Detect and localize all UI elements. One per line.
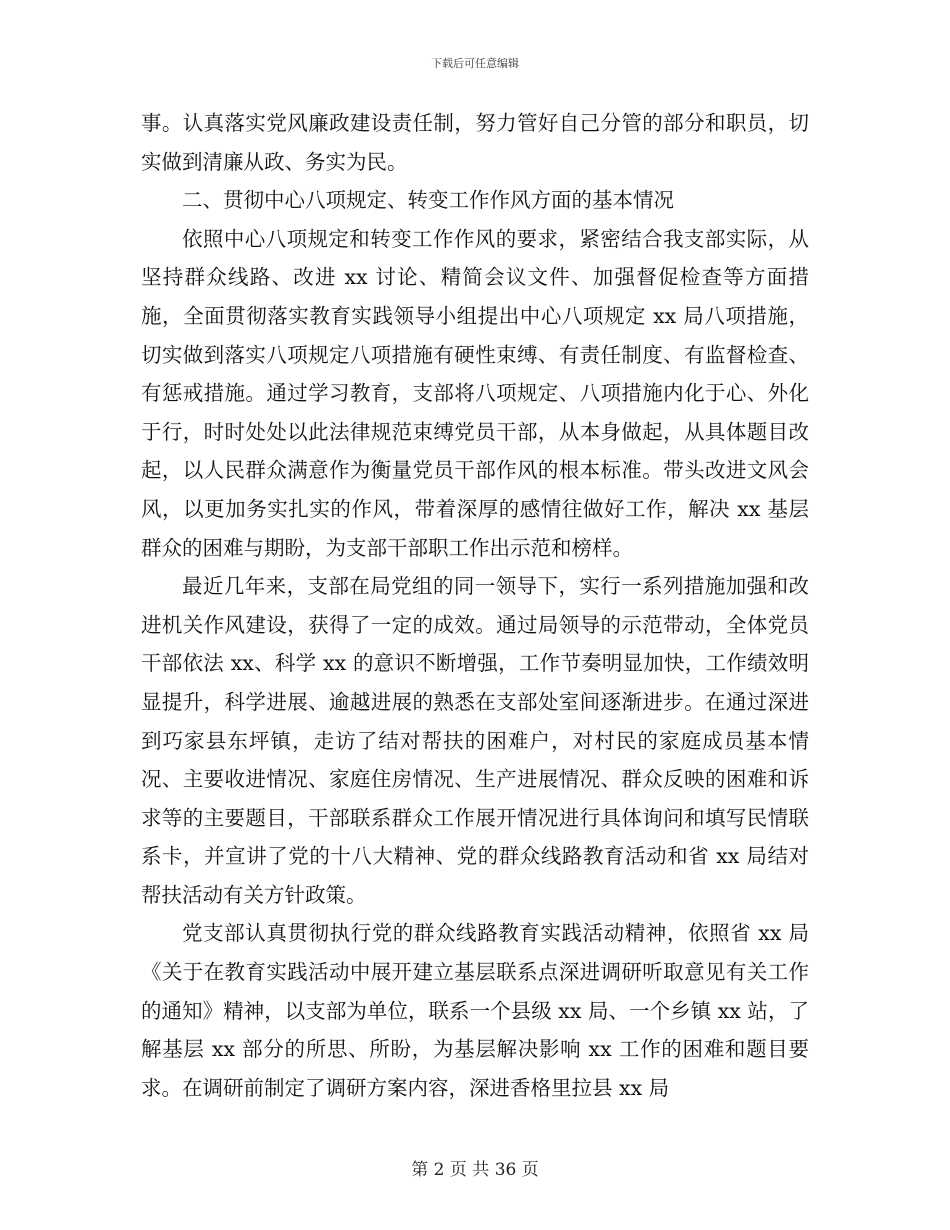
paragraph: 最近几年来，支部在局党组的同一领导下，实行一系列措施加强和改进机关作风建设，获得了一定的成效。通过局领导的示范带动，全体党员干部依法 xx、科学 xx 的意识不断增强，工作节奏明显加快，工作绩效明显提升，科学进展、逾越进展的熟悉在支部处室间逐渐进步。在通过深进到巧家县东坪镇，走访了结对帮扶的困难户，对村民的家庭成员基本情况、主要收进情况、家庭住房情况、生产进展情况、群众反映的困难和诉求等的主要题目，干部联系群众工作展开情况进行具体询问和填写民情联系卡，并宣讲了党的十八大精神、党的群众线路教育活动和省 xx 局结对帮扶活动有关方针政策。: [141, 574, 809, 907]
paragraph: 党支部认真贯彻执行党的群众线路教育实践活动精神，依照省 xx 局《关于在教育实践活动中展开建立基层联系点深进调研听取意见有关工作的通知》精神，以支部为单位，联系一个县级 xx 局、一个乡镇 xx 站，了解基层 xx 部分的所思、所盼，为基层解决影响 xx 工作的困难和题目要求。在调研前制定了调研方案内容，深进香格里拉县 xx 局: [141, 921, 809, 1100]
paragraph: 依照中心八项规定和转变工作作风的要求，紧密结合我支部实际，从坚持群众线路、改进 xx 讨论、精简会议文件、加强督促检查等方面措施，全面贯彻落实教育实践领导小组提出中心八项规定 xx 局八项措施，切实做到落实八项规定八项措施有硬性束缚、有责任制度、有监督检查、有惩戒措施。通过学习教育，支部将八项规定、八项措施内化于心、外化于行，时时处处以此法律规范束缚党员干部，从本身做起，从具体题目改起，以人民群众满意作为衡量党员干部作风的根本标准。带头改进文风会风，以更加务实扎实的作风，带着深厚的感情往做好工作，解决 xx 基层群众的困难与期盼，为支部干部职工作出示范和榜样。: [141, 226, 809, 560]
page-number-footer: 第 2 页 共 36 页: [411, 1160, 539, 1180]
paragraph-continuation: 事。认真落实党风廉政建设责任制，努力管好自己分管的部分和职员，切实做到清廉从政、务实为民。: [141, 111, 809, 174]
section-heading: 二、贯彻中心八项规定、转变工作作风方面的基本情况: [182, 188, 674, 213]
page-header: 下载后可任意编辑: [431, 57, 519, 70]
document-body: [141, 104, 809, 1107]
